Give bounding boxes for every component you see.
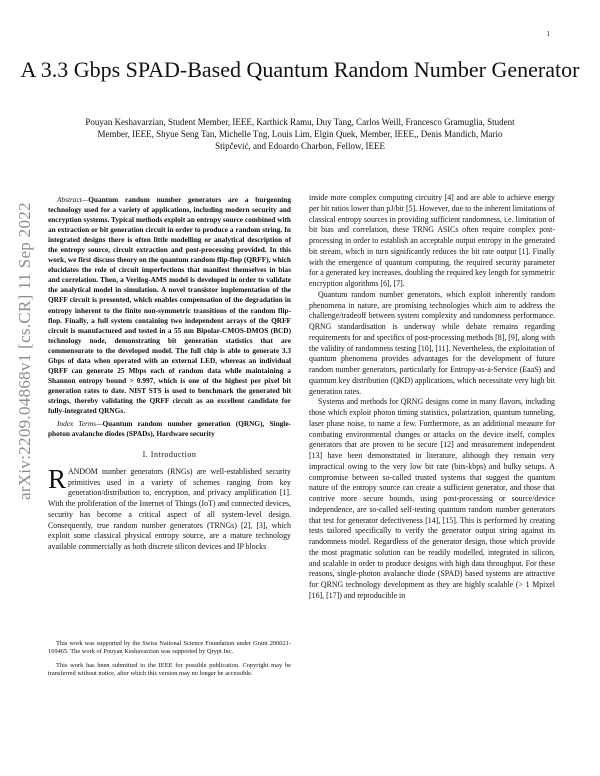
page-number: 1 [546, 30, 550, 38]
section-heading-introduction: I. Introduction [142, 450, 197, 460]
intro-paragraph [48, 463, 291, 553]
arxiv-stamp: arXiv:2209.04868v1 [cs.CR] 11 Sep 2022 [15, 202, 34, 500]
abstract [48, 195, 291, 416]
footnote-copyright: This work has been submitted to the IEEE for possible publication. Copyright may be transferred without notice, after which this version may no longer be accessible. [48, 661, 291, 677]
right-paragraph-2: Quantum random number generators, which exploit inherently random phenomena in nature, are promising technologies which aim to address the challenge/tradeoff between system complexity and randomness performance. QRNG standardisation is underway while debate remains regarding requirements for and specifics of post-processing methods [8], [9], along with the validity of randomness testing [10], [11]. Nevertheless, the exploitation of quantum phenomena provides advantages for the development of future random number generators, particularly for Entropy-as-a-Service (EaaS) and quantum key distribution (QKD) applications, which necessitate very high bit generation rates. [309, 289, 555, 396]
abstract-lead: Abstract— [57, 195, 89, 204]
footnotes [48, 640, 291, 683]
right-paragraph-1: inside more complex computing circuitry [4] and are able to achieve energy per bit ratios lower than pJ/bit [5]. However, due to the inherent limitations of classical entropy sources in providing sufficient randomness, i.e. limitation of bit bias and correlation, these TRNG ASICs often require complex post-processing in order to establish an acceptable output entropy in the generated bit stream, which in turn significantly reduces the bit rate output [1]. Finally with the emergence of quantum computing, the required security parameter for a generated key increases, doubling the required key length for symmetric encryption algorithms [6], [7]. [309, 193, 555, 288]
left-column [48, 195, 291, 553]
right-column [309, 193, 555, 602]
author-list: Pouyan Keshavarzian, Student Member, IEEE, Karthick Ramu, Duy Tang, Carlos Weill, Francesco Gramuglia, Student Member, IEEE, Shyue Seng Tan, Michelle Tng, Louis Lim, Elgin Quek, Member, IEEE,, Denis Mandich, Mario Stipčević, and Edoardo Charbon, Fellow, IEEE [85, 117, 515, 151]
abstract-text: Quantum random number generators are a burgeoning technology used for a variety of applications, including modern security and encryption systems. Typical methods exploit an entropy source combined with an extraction or bit generation circuit in order to produce a random string. In integrated designs there is often little modelling or analytical description of the entropy source, circuit extraction and post-processing provided. In this work, we first discuss theory on the quantum random flip-flop (QRFF), which elucidates the role of circuit imperfections that manifest themselves in bias and correlation. Then, a Verilog-AMS model is developed in order to validate the analytical model in simulation. A novel transistor implementation of the QRFF circuit is presented, which enables compensation of the degradation in entropy inherent to the finite non-symmetric transitions of the random flip-flop. Finally, a full system containing two independent arrays of the QRFF circuit is manufactured and tested in a 55 nm Bipolar-CMOS-DMOS (BCD) technology node, demonstrating bit generation statistics that are commensurate to the developed model. The full chip is able to generate 3.3 Gbps of data when operated with an external LED, whereas an individual QRFF can generate 25 Mbps each of random data while maintaining a Shannon entropy bound > 0.997, which is one of the highest per pixel bit generation rates to date. NIST STS is used to benchmark the generated bit strings, thereby validating the QRFF circuit as an excellent candidate for fully-integrated QRNGs. [48, 195, 291, 415]
right-paragraph-3: Systems and methods for QRNG designs come in many flavors, including those which exploit photon timing statistics, polarization, quantum tunneling, laser phase noise, to name a few. Furthermore, as an additional measure for combating environmental changes or attacks on the device itself, complex generators that are proven to be secure [12] and measurement independent [13] have been demonstrated in literature, although they remain very impractical owing to the very low bit rate (bits-kbps) and bulky setups. A compromise between so-called trusted systems that suggest the quantum nature of the entropy source can create a sufficient generator, and those that contrive more secure bounds, using post-processing or source/device independence, are so-called self-testing quantum random number generators that test for generator defectiveness [14], [15]. This is performed by creating tests tailored specifically to verify the generator output string against its randomness model. Regardless of the generator design, those which provide the most pragmatic solution can be readily modelled, integrated in silicon, and scalable in order to produce designs with high data throughput. For these reasons, single-photon avalanche diode (SPAD) based systems are attractive for QRNG technology development as they are highly scalable (> 1 Mpixel [16], [17]) and reproducible in [309, 397, 555, 600]
drop-cap: R [48, 463, 67, 494]
paper-title: A 3.3 Gbps SPAD-Based Quantum Random Number Generator [20, 57, 580, 82]
index-terms-lead: Index Terms— [57, 419, 103, 429]
index-terms-text: Quantum random number generation (QRNG), Single-photon avalanche diodes (SPADs), Hardware security [48, 419, 291, 439]
index-terms [48, 419, 291, 439]
footnote-funding: This work was supported by the Swiss National Science Foundation under Grant 200021-169465. The work of Pouyan Keshavarzian was supported by Qrypt Inc. [48, 640, 291, 656]
intro-text: ANDOM number generators (RNGs) are well-established security primitives used in a variety of schemes ranging from key generation/distribution to, encryption, and privacy amplification [1]. With the proliferation of the Internet of Things (IoT) and connected devices, security has become a critical aspect of all system-level design. Consequently, true random number generators (TRNGs) [2], [3], which exploit some classical physical entropy source, are a mature technology available commercially as both discrete silicon devices and IP blocks [48, 466, 291, 552]
